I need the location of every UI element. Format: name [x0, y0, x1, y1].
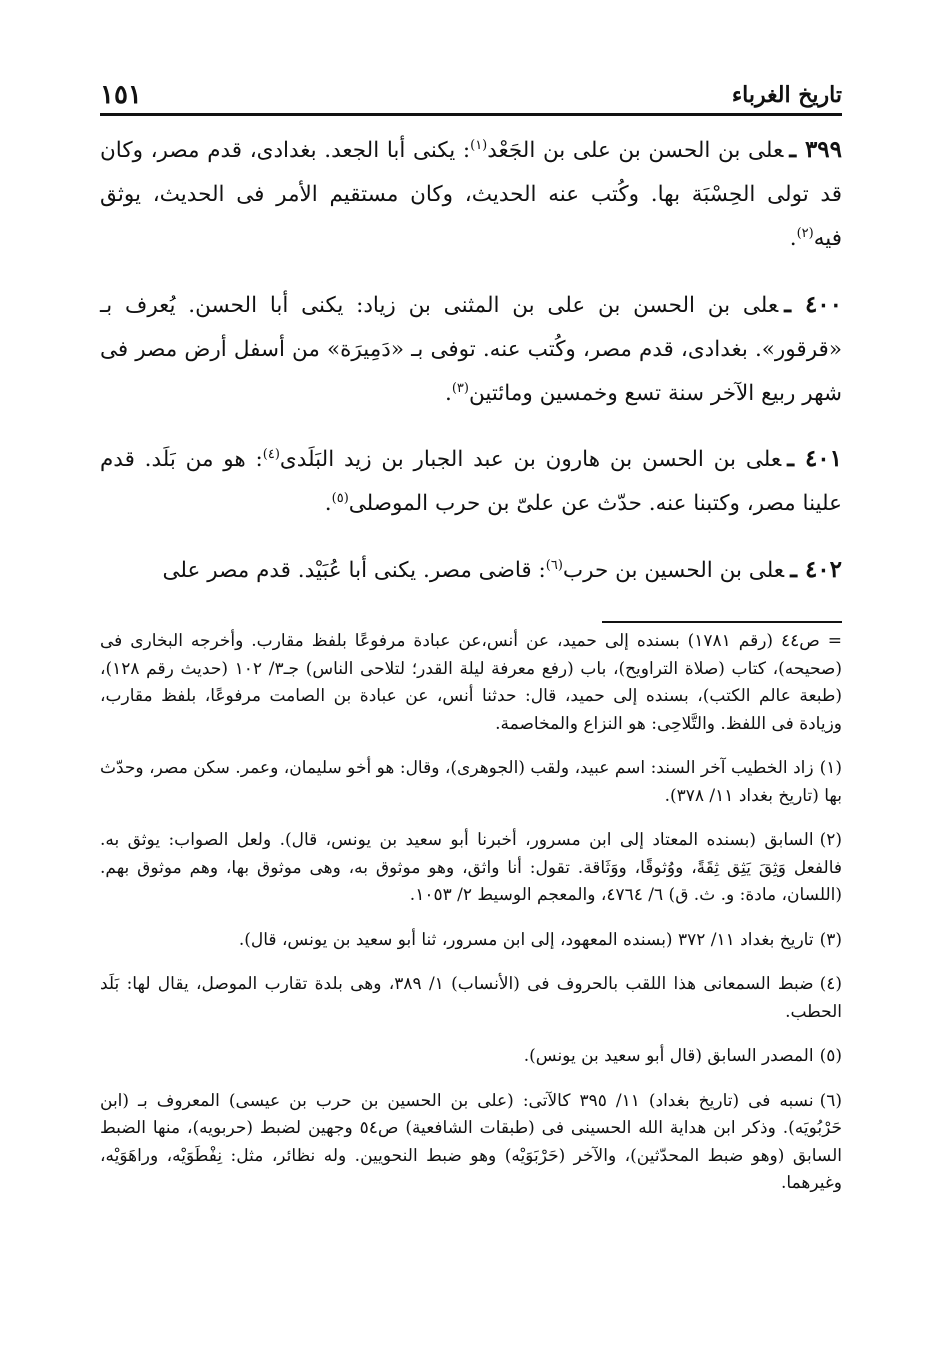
entry-text: .: [324, 491, 332, 516]
footnote-5: [100, 1043, 842, 1071]
entry-402: [100, 548, 842, 593]
footnote-text: زاد الخطيب آخر السند: اسم عبيد، ولقب (الجوهرى)، وقال: هو أخو سليمان، وعمر. سكن مصر، وحدّث بها (تاريخ بغداد ١١/ ٣٧٨).: [100, 758, 842, 806]
entry-text: على بن الحسن بن على بن الجَعْد: [487, 138, 784, 163]
footnote-text: تاريخ بغداد ١١/ ٣٧٢ (بسنده المعهود، إلى ابن مسرور، ثنا أبو سعيد بن يونس، قال).: [238, 929, 814, 950]
header-rule: [100, 113, 842, 116]
footnote-ref: (٤): [262, 446, 280, 462]
footnote-2: [100, 827, 842, 910]
entry-text: .: [789, 226, 797, 251]
entry-text: على بن الحسن بن هارون بن عبد الجبار بن زيد البَلَدى: [279, 447, 782, 472]
footnote-ref: (٣): [451, 380, 469, 396]
entry-number: ٤٠٠ ـ: [784, 290, 843, 318]
entry-401: [100, 437, 842, 526]
footnote-1: [100, 755, 842, 810]
entry-text: على بن الحسين بن حرب: [562, 557, 785, 583]
footnote-marker: (١): [819, 758, 842, 778]
footnote-continued: [100, 628, 842, 738]
footnote-3: [100, 927, 842, 955]
entry-399: [100, 128, 842, 261]
entry-text: : هو من بَلَد. قدم علينا مصر، وكتبنا عنه. حدّث عن علىّ بن حرب الموصلى: [100, 447, 842, 516]
footnote-text: ضبط السمعانى هذا اللقب بالحروف فى (الأنساب) ١/ ٣٨٩، وهى بلدة تقارب الموصل، يقال لها: بَلَد الحطب.: [100, 974, 842, 1022]
running-title: تاريخ الغرباء: [731, 82, 842, 108]
footnote-text: المصدر السابق (قال أبو سعيد بن يونس).: [523, 1046, 814, 1066]
footnotes: [100, 628, 842, 1203]
footnote-ref: (١): [470, 137, 488, 153]
entry-text: : يكنى أبا الجعد. بغدادى، قدم مصر، وكان قد تولى الحِسْبَة بها. وكُتب عنه الحديث، وكان مستقيم الأمر فى الحديث، يوثق فيه: [100, 138, 842, 251]
footnote-ref: (٥): [331, 490, 349, 506]
entry-text: .: [444, 380, 452, 406]
footnote-ref: (٢): [796, 225, 814, 241]
footnote-ref: (٦): [545, 557, 563, 573]
footnote-text: السابق (بسنده المعتاد إلى ابن مسرور، أخبرنا أبو سعيد بن يونس، قال). ولعل الصواب: يوثق به. فالفعل وَثِقَ يَثِق ثِقَةً، ووُثوقًا، ووَثَاقة. تقول: أنا واثق، وهو موثوق به، وهى موثوق بها، وهم موثوق بهم. (اللسان، مادة: و. ث. ق) ٦/ ٤٧٦٤، والمعجم الوسيط ٢/ ١٠٥٣.: [100, 830, 842, 905]
footnote-marker: (٤): [819, 974, 842, 994]
page-header: [100, 78, 842, 112]
entry-text: على بن الحسن بن على بن المثنى بن زياد: يكنى أبا الحسن. يُعرف بـ «قرقور». بغدادى، قدم مصر، وكُتب عنه. توفى بـ «دَمِيرَة» من أسفل أرض مصر فى شهر ربيع الآخر سنة تسع وخمسين ومائتين: [100, 292, 842, 406]
footnote-text: نسبه فى (تاريخ بغداد) ١١/ ٣٩٥ كالآتى: (على بن الحسين بن حرب بن عيسى) المعروف بـ (ابن حَرْبُويَه). وذكر ابن هداية الله الحسينى فى (طبقات الشافعية) ص٥٤ وجهين لضبط (حربويه)، منها الضبط السابق (وهو ضبط المحدّثين)، والآخر (حَرْبَوَيْه) وهو ضبط النحويين. وله نظائر، مثل: نِفْطَوَيْه، وراهَوَيْه، وغيرهما.: [100, 1090, 842, 1193]
entry-text: : قاضى مصر. يكنى أبا عُبَيْد. قدم مصر على: [162, 557, 546, 583]
entry-400: [100, 283, 842, 416]
footnote-separator: [602, 621, 842, 623]
entry-number: ٤٠٢ ـ: [790, 555, 842, 583]
entry-number: ٣٩٩ ـ: [789, 136, 842, 163]
footnote-marker: (٣): [819, 929, 842, 950]
footnote-text: = ص٤٤ (رقم ١٧٨١) بسنده إلى حميد، عن أنس،عن عبادة مرفوعًا بلفظ مقارب. وأخرجه البخارى فى (صحيحه)، كتاب (صلاة التراويح)، باب (رفع معرفة ليلة القدر؛ لتلاحى الناس) جـ٣/ ١٠٢ (حديث رقم ١٢٨)، (طبعة عالم الكتب)، بسنده إلى حميد، قال: حدثنا أنس، عن عبادة بن الصامت مرفوعًا، بلفظ مقارب، وزيادة فى اللفظ. والتَّلاحِى: هو النزاع والمخاصمة.: [100, 631, 843, 734]
page-number: ١٥١: [100, 80, 142, 110]
biography-entries: [100, 128, 842, 601]
footnote-4: [100, 971, 842, 1026]
footnote-marker: (٥): [819, 1046, 842, 1066]
footnote-6: [100, 1088, 842, 1198]
footnote-marker: (٦): [819, 1090, 842, 1111]
entry-number: ٤٠١ ـ: [787, 445, 842, 472]
footnote-marker: (٢): [819, 830, 842, 850]
